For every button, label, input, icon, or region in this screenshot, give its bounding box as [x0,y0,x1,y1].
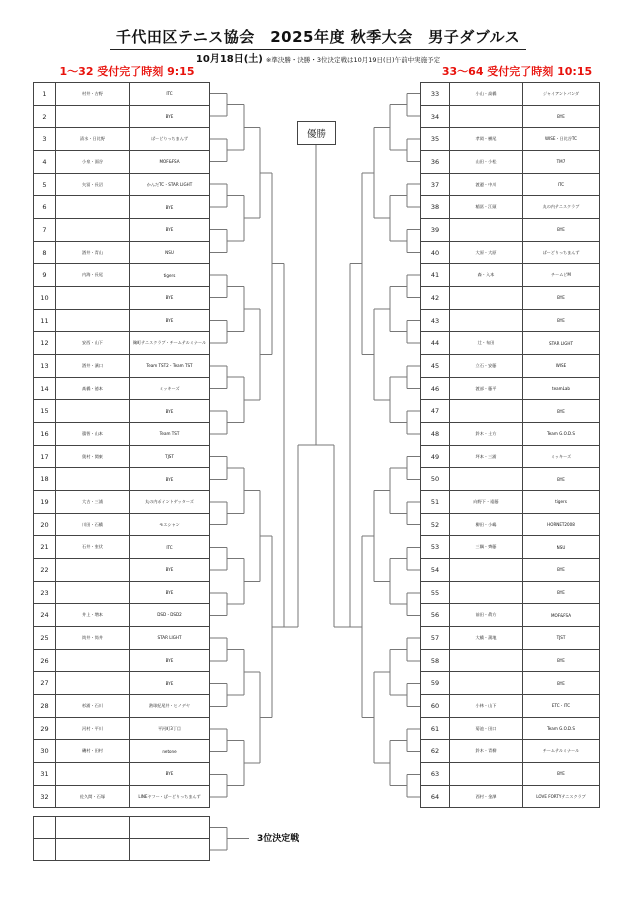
entry-names [450,400,523,422]
entry-club: BYE [557,771,565,777]
entry-row [421,309,599,332]
entry-names: 渡部・藤平 [450,378,523,400]
entry-number: 8 [34,242,56,264]
entry-row [421,581,599,604]
entry-club: ミッキーズ [159,385,180,391]
entry-club: BYE [557,408,565,414]
entry-names [56,400,130,422]
entry-number: 49 [421,446,450,468]
entry-names: 筒井・筒井 [56,627,130,649]
entry-row [34,218,209,241]
entry-row [421,467,599,490]
entry-club: BYE [557,318,565,324]
entry-club: TJST [556,635,566,641]
entry-row [34,331,209,354]
entry-row [34,377,209,400]
entry-names [450,650,523,672]
entry-club: かんだTC・STAR LIGHT [146,181,193,187]
entry-row [421,263,599,286]
entry-number: 36 [421,151,450,173]
entry-names [450,310,523,332]
entry-club: LINEヤフー・ばーどりっちまんず [138,793,201,799]
entry-number [34,817,56,838]
entry-names [450,219,523,241]
entry-club: Team G.O.D.S [546,726,575,732]
entry-row [34,150,209,173]
entry-names: 小泉・面谷 [56,151,130,173]
entry-number: 29 [34,718,56,740]
entry-names: 菊池・田口 [450,718,523,740]
entry-row [34,286,209,309]
entry-row [421,490,599,513]
entry-club: ばーどりっちまんず [542,249,580,255]
entry-club: BYE [165,658,174,664]
entry-club: 丸の内テニスクラブ [542,204,580,210]
entry-row [34,422,209,445]
entry-row [34,490,209,513]
entry-row [421,513,599,536]
entry-number: 7 [34,219,56,241]
entry-row [34,739,209,762]
entry-names: 酒井・濱口 [56,355,130,377]
entry-club: 熱球紀尾井・ヒノデヤ [149,702,190,708]
entry-row [34,785,209,808]
entry-number: 1 [34,83,56,105]
entry-names: 大橋・蒲地 [450,627,523,649]
third-place-table [33,816,210,861]
entry-number: 27 [34,672,56,694]
entry-row [34,762,209,785]
entry-row [421,717,599,740]
entry-names [450,287,523,309]
entry-number: 15 [34,400,56,422]
entry-club: 平河町3丁目 [157,725,182,731]
entry-row [421,195,599,218]
entry-names: 孝岡・横尾 [450,128,523,150]
entry-names [56,106,130,128]
entry-row [421,558,599,581]
entry-number [34,839,56,860]
entry-number: 10 [34,287,56,309]
entry-row [421,127,599,150]
entry-names [450,672,523,694]
entry-number: 59 [421,672,450,694]
entry-row [34,105,209,128]
entry-row [421,331,599,354]
event-date: 10月18日(土) [195,54,263,65]
entry-row [34,513,209,536]
entry-row [421,422,599,445]
entry-club: BYE [165,114,174,119]
entry-number: 2 [34,106,56,128]
entry-number: 61 [421,718,450,740]
entry-names: 髙橋・徳本 [56,378,130,400]
entry-number: 62 [421,740,450,762]
entry-club: BYE [165,590,174,596]
entry-names: 辻・布田 [450,332,523,354]
entry-names [56,287,130,309]
entry-row [421,649,599,672]
entry-names: 村井・吉野 [56,83,130,105]
entry-names: 小林・山下 [450,695,523,717]
entry-names: 坪本・三浦 [450,446,523,468]
entry-club: ジャイアントパンダ [542,90,580,96]
entry-row [34,309,209,332]
entry-names [450,106,523,128]
entry-row [34,263,209,286]
entry-row [34,83,209,105]
entry-club: LOVE FORTYテニスクラブ [536,793,586,799]
entry-club: BYE [165,771,174,777]
entry-club: BYE [165,318,174,324]
entry-club: ETC・ITC [551,702,571,708]
entry-row [34,717,209,740]
entry-row [421,150,599,173]
entry-names: 川田・石橋 [56,514,130,536]
champion-label: 優勝 [306,129,326,140]
entry-row [421,218,599,241]
entry-row [421,399,599,422]
entry-number: 16 [34,423,56,445]
entry-club: BYE [557,227,565,233]
entry-number: 21 [34,536,56,558]
entry-club: TJST [165,454,174,460]
entry-names: 酒井・青山 [56,242,130,264]
entry-row [421,694,599,717]
entry-number: 37 [421,174,450,196]
right-entry-table [420,82,600,808]
entry-row [34,195,209,218]
entry-names [56,672,130,694]
entry-number: 38 [421,196,450,218]
entry-club: BYE [165,476,174,482]
entry-names: 石井・室伏 [56,536,130,558]
entry-names: 小山・高橋 [450,83,523,105]
entry-names: 大古・三浦 [56,491,130,513]
entry-row [421,785,599,808]
entry-number: 53 [421,536,450,558]
entry-row [34,354,209,377]
entry-row [34,241,209,264]
entry-row [34,558,209,581]
entry-club: tigers [163,272,176,278]
entry-club: WISE・日比谷TC [545,136,577,142]
entry-names: 杉浦・石川 [56,695,130,717]
entry-club [130,817,209,838]
entry-number: 11 [34,310,56,332]
entry-club: BYE [557,680,565,686]
entry-number: 5 [34,174,56,196]
entry-number: 57 [421,627,450,649]
entry-number: 28 [34,695,56,717]
entry-number: 35 [421,128,450,150]
right-block-label: 33〜64 受付完了時刻 10:15 [441,65,593,78]
entry-row [421,83,599,105]
entry-club: ITC [557,182,565,188]
entry-names: 西村・金澤 [450,786,523,808]
entry-number: 63 [421,763,450,785]
entry-number: 31 [34,763,56,785]
entry-club: BYE [165,567,174,573]
entry-names [56,559,130,581]
entry-club: tigers [555,499,567,505]
entry-row [34,581,209,604]
entry-row [421,603,599,626]
entry-number: 51 [421,491,450,513]
entry-number: 30 [34,740,56,762]
entry-row [34,127,209,150]
entry-number: 24 [34,604,56,626]
entry-number: 18 [34,468,56,490]
entry-number: 4 [34,151,56,173]
entry-number: 20 [34,514,56,536]
entry-number: 3 [34,128,56,150]
entry-club: BYE [557,476,565,482]
entry-row [34,467,209,490]
entry-names [450,763,523,785]
date-note: ※準決勝・決勝・3位決定戦は10月19日(日)午前中実施予定 [265,56,441,64]
entry-club: ミッキーズ [550,453,572,459]
entry-number: 43 [421,310,450,332]
entry-names: 立石・安藤 [450,355,523,377]
entry-names: 奥村・関東 [56,446,130,468]
entry-club: teamLab [551,386,570,392]
entry-names [56,219,130,241]
entry-row [421,535,599,558]
entry-number: 23 [34,582,56,604]
entry-row [34,649,209,672]
entry-row [421,286,599,309]
entry-club: netone [162,748,177,754]
entry-row [34,173,209,196]
entry-row [421,762,599,785]
entry-row [34,671,209,694]
entry-club: BYE [165,227,174,233]
entry-number: 39 [421,219,450,241]
entry-names [56,310,130,332]
entry-names: 柳田・小嶋 [450,514,523,536]
entry-row [34,603,209,626]
entry-club: ばーどりっちまんず [151,136,188,142]
entry-row [34,694,209,717]
entry-club: ITC [166,91,173,97]
entry-names: 山田・小松 [450,151,523,173]
entry-names: 三隅・齊藤 [450,536,523,558]
entry-number: 12 [34,332,56,354]
entry-names: 河村・平川 [56,718,130,740]
entry-club: MOF&FSA [550,612,572,618]
entry-names: 安西・山下 [56,332,130,354]
entry-row [421,671,599,694]
entry-number: 34 [421,106,450,128]
entry-names [56,468,130,490]
entry-club: HORNET2008 [547,522,575,528]
entry-club: TM7 [556,159,566,165]
entry-row [34,817,209,838]
entry-names [450,468,523,490]
entry-names: 鈴木・土方 [450,423,523,445]
entry-club: NSU [165,250,174,256]
entry-names: 内海・長尾 [56,264,130,286]
entry-club: Team TST [159,431,180,437]
entry-number: 40 [421,242,450,264]
third-place-label: 3位決定戦 [257,834,300,844]
entry-names [56,196,130,218]
entry-number: 64 [421,786,450,808]
entry-names: 森・入本 [450,264,523,286]
entry-names: 佐久間・石塚 [56,786,130,808]
entry-names: 向野下・遠藤 [450,491,523,513]
entry-number: 33 [421,83,450,105]
entry-row [421,354,599,377]
entry-club: チームテルミナール [542,748,580,754]
entry-club: モエシャン [159,521,180,527]
left-block-label: 1〜32 受付完了時刻 9:15 [59,65,195,78]
entry-names: 大原・大原 [450,242,523,264]
entry-row [421,445,599,468]
entry-names [56,650,130,672]
entry-names: 鈴木・青柳 [450,740,523,762]
entry-number: 42 [421,287,450,309]
entry-row [421,241,599,264]
entry-number: 6 [34,196,56,218]
entry-club: DSD・DSD2 [157,612,182,618]
entry-club: BYE [165,680,174,686]
entry-number: 60 [421,695,450,717]
entry-names: 磯村・田村 [56,740,130,762]
entry-number: 46 [421,378,450,400]
entry-club: BYE [557,114,565,119]
entry-names: 稲冨・江頭 [450,196,523,218]
entry-names: 前田・眞方 [450,604,523,626]
entry-names: 渡邉・中川 [450,174,523,196]
entry-club: ITC [166,544,173,550]
entry-names: 簱智・山本 [56,423,130,445]
entry-names [56,763,130,785]
entry-names [56,582,130,604]
entry-club [130,839,209,860]
entry-number: 54 [421,559,450,581]
entry-club: Team G.O.D.S [546,431,575,437]
champion-box [297,121,336,145]
entry-row [34,838,209,860]
entry-number: 50 [421,468,450,490]
entry-number: 9 [34,264,56,286]
entry-club: BYE [557,658,565,664]
entry-number: 44 [421,332,450,354]
entry-number: 58 [421,650,450,672]
entry-number: 32 [34,786,56,808]
entry-names: 清水・日比野 [56,128,130,150]
entry-club: BYE [557,567,565,573]
entry-club: Team TST2・Team TST [146,362,193,368]
entry-number: 22 [34,559,56,581]
entry-club: STAR LIGHT [549,340,573,346]
entry-club: BYE [165,204,174,210]
entry-row [34,626,209,649]
entry-row [421,105,599,128]
entry-names [450,559,523,581]
entry-number: 56 [421,604,450,626]
entry-row [34,399,209,422]
entry-row [34,535,209,558]
entry-number: 55 [421,582,450,604]
entry-number: 48 [421,423,450,445]
entry-names: 矢冨・長沼 [56,174,130,196]
entry-number: 47 [421,400,450,422]
entry-club: STAR LIGHT [157,635,182,641]
entry-club: WISE [555,363,567,369]
entry-number: 13 [34,355,56,377]
entry-club: NSU [556,544,566,550]
entry-club: 麹町テニスクラブ・チームテルミナール [132,340,207,346]
entry-names [56,817,130,838]
entry-club: チームどM [551,272,571,278]
entry-number: 45 [421,355,450,377]
entry-row [421,739,599,762]
entry-number: 17 [34,446,56,468]
entry-number: 26 [34,650,56,672]
entry-club: 丸の内ポイントゲッターズ [145,498,194,504]
entry-club: BYE [165,295,174,301]
entry-row [34,445,209,468]
entry-number: 19 [34,491,56,513]
entry-number: 25 [34,627,56,649]
left-entry-table [33,82,210,808]
entry-club: BYE [165,408,174,414]
entry-row [421,626,599,649]
entry-number: 14 [34,378,56,400]
entry-club: MOF&FSA [159,159,180,165]
entry-names: 井上・増本 [56,604,130,626]
entry-club: BYE [557,590,565,596]
entry-row [421,377,599,400]
entry-club: BYE [557,295,565,301]
entry-names [56,839,130,860]
entry-number: 52 [421,514,450,536]
entry-row [421,173,599,196]
page-title-text: 千代田区テニス協会 2025年度 秋季大会 男子ダブルス [110,26,526,50]
entry-names [450,582,523,604]
entry-number: 41 [421,264,450,286]
